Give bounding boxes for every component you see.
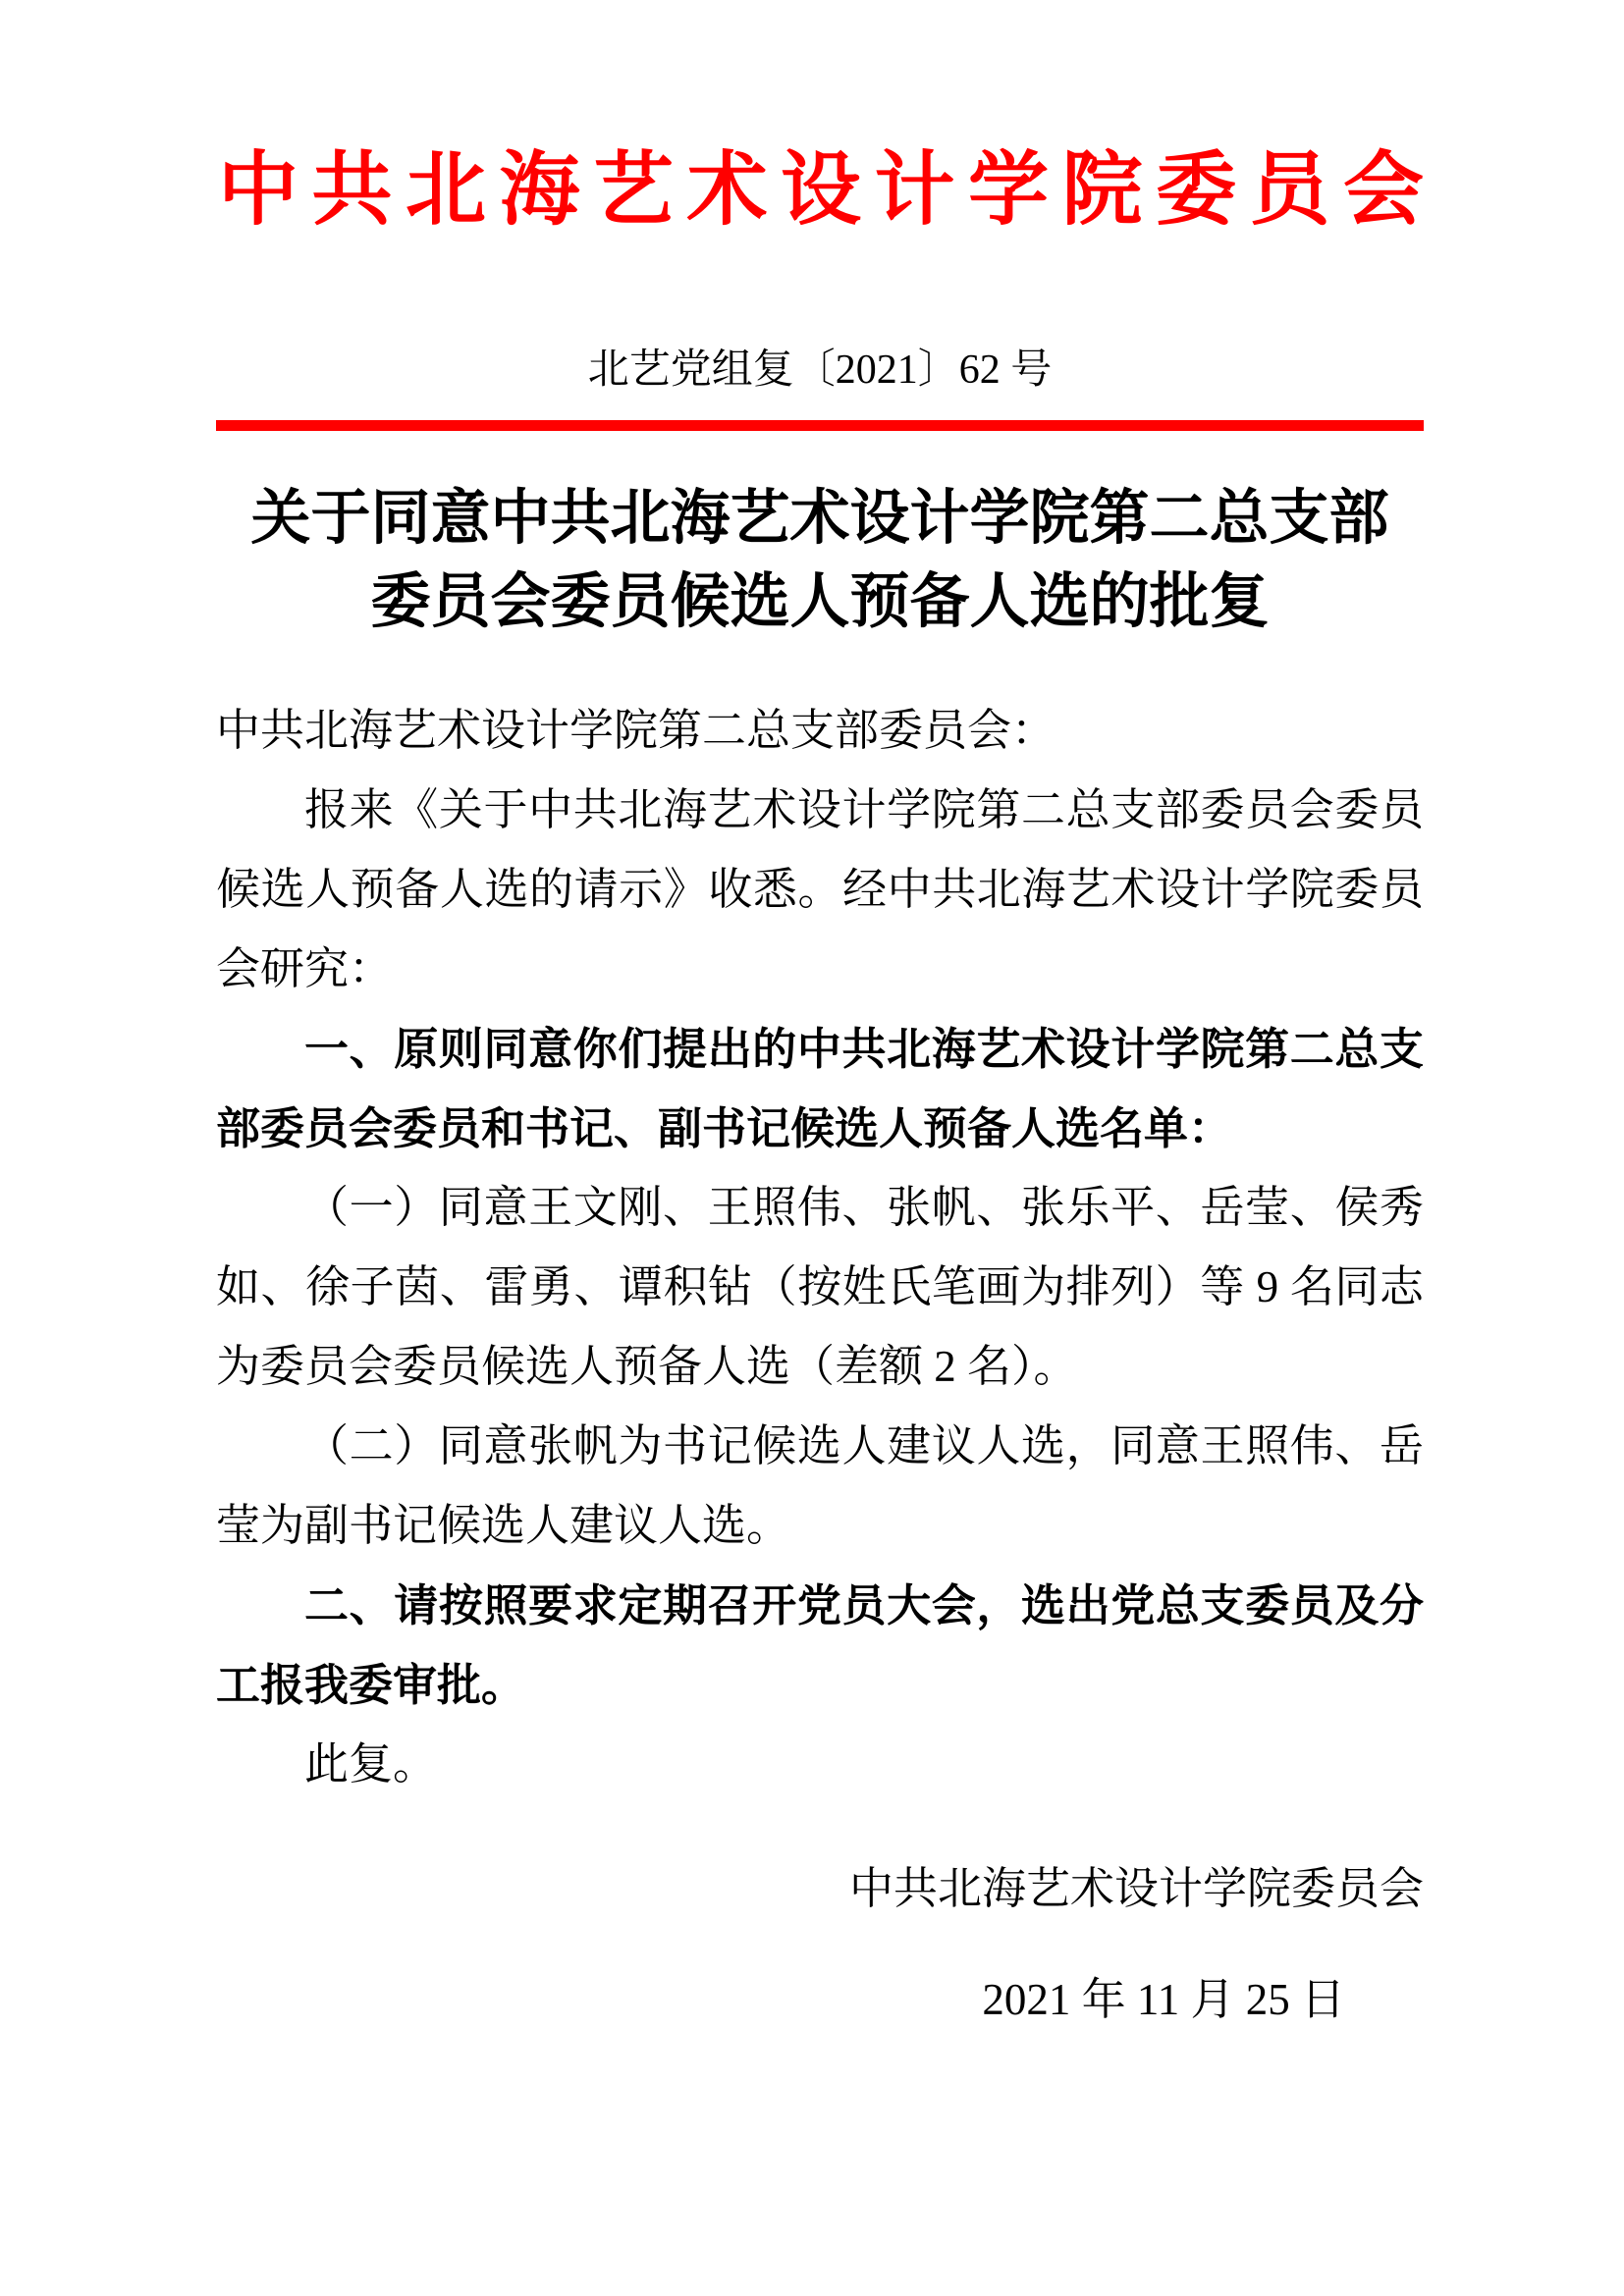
body-line: 部委员会委员和书记、副书记候选人预备人选名单：: [216, 1103, 1233, 1153]
body-line-salutation: 中共北海艺术设计学院第二总支部委员会：: [216, 706, 1056, 755]
document-body: [216, 691, 1424, 1804]
body-line: 会研究：: [216, 944, 394, 993]
body-line: 莹为副书记候选人建议人选。: [216, 1501, 791, 1550]
body-line-closing: 此复。: [304, 1739, 438, 1789]
body-line-subitem-2: （二）同意张帆为书记候选人建议人选，同意王照伟、岳: [304, 1421, 1424, 1470]
signature-date: 2021 年 11 月 25 日: [982, 1975, 1345, 2024]
signature-org: 中共北海艺术设计学院委员会: [848, 1864, 1424, 1913]
body-line-subitem-1: （一）同意王文刚、王照伟、张帆、张乐平、岳莹、侯秀: [304, 1183, 1424, 1232]
body-line-item-1: 一、原则同意你们提出的中共北海艺术设计学院第二总支: [304, 1024, 1424, 1074]
document-title-line-2: 委员会委员候选人预备人选的批复: [370, 569, 1270, 635]
body-line: 候选人预备人选的请示》收悉。经中共北海艺术设计学院委员: [216, 865, 1424, 914]
document-title: [216, 477, 1424, 644]
doc-number: 北艺党组复〔2021〕62 号: [587, 347, 1053, 393]
body-line-item-2: 二、请按照要求定期召开党员大会，选出党总支委员及分: [304, 1580, 1424, 1630]
org-title: 中共北海艺术设计学院委员会: [218, 145, 1437, 235]
red-divider-line: [216, 420, 1424, 431]
body-line: 如、徐子茵、雷勇、谭积钻（按姓氏笔画为排列）等 9 名同志: [216, 1262, 1424, 1311]
body-line: 为委员会委员候选人预备人选（差额 2 名）。: [216, 1342, 1078, 1391]
body-line: 工报我委审批。: [216, 1660, 526, 1710]
document-title-line-1: 关于同意中共北海艺术设计学院第二总支部: [250, 486, 1389, 552]
body-line: 报来《关于中共北海艺术设计学院第二总支部委员会委员: [304, 785, 1424, 834]
